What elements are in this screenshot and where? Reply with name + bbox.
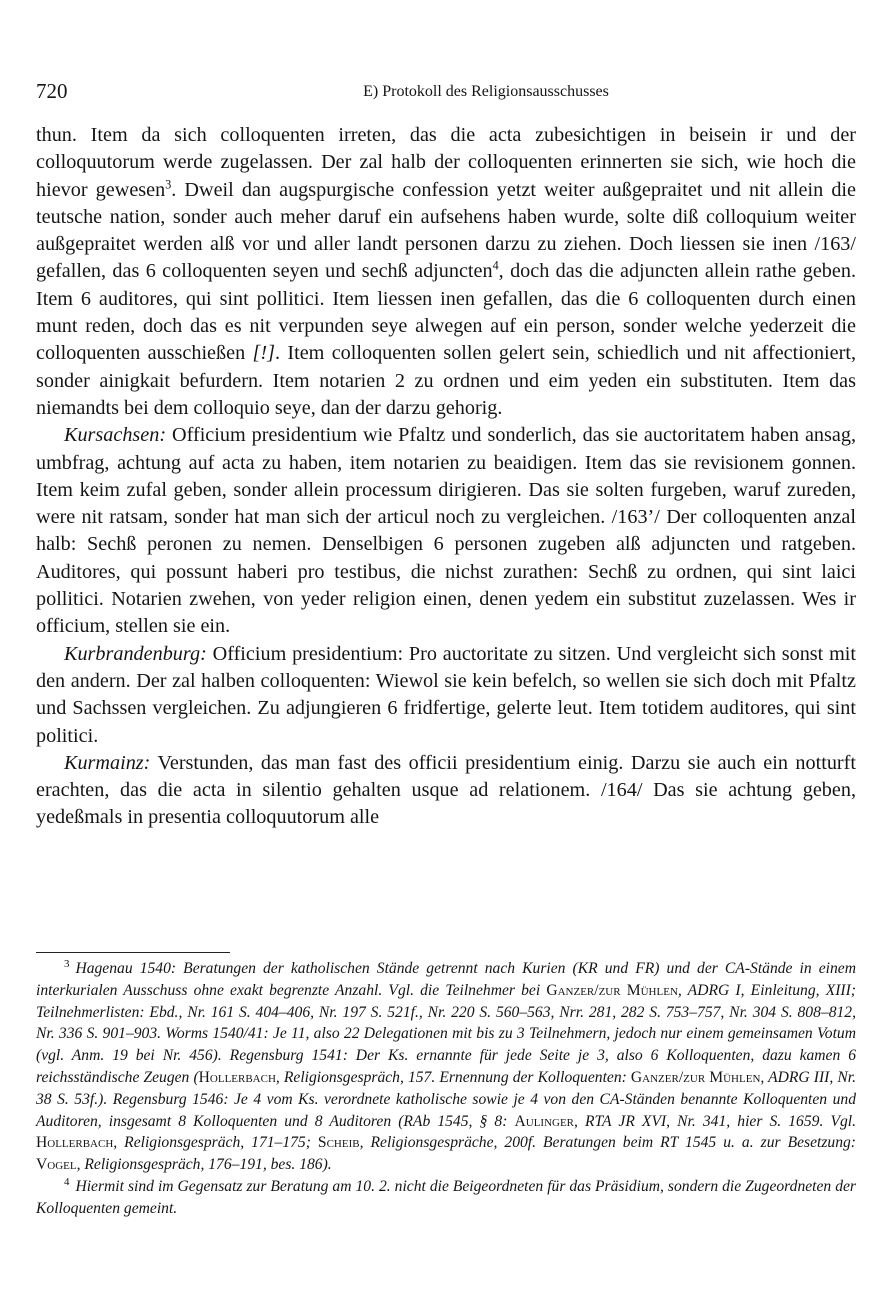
- footnote-mark-4: 4: [64, 1175, 70, 1188]
- footnote-mark-3: 3: [64, 957, 70, 970]
- paragraph-kursachsen: Kursachsen: Officium presidentium wie Pfaltz und sonderlich, das sie auctoritatem haben ansag, umbfrag, achtung auf acta zu haben, item notarien zu beaidigen. Item das sie revisionem gonnen. Item keim zufal geben, sonder allein processum dirigieren. Das sie solten furgeben, waruf zureden, were nit ratsam, sonder hat man sich der articul noch zu vergleichen. /163’/ Der colloquenten anzal halb: Sechß peronen zu nemen. Denselbigen 6 personen zugeben alß adjuncten und ratgeben. Auditores, qui possunt haberi pro testibus, die nichst zurathen: Sechß zu ordnen, qui sint laici pollitici. Notarien zwehen, von yeder religion einen, denen yedem ein substitut zuzelassen. Wes ir officium, stellen sie ein.: [36, 424, 856, 638]
- footnote-ref-4[interactable]: 4: [492, 258, 499, 273]
- speaker-label-kurmainz: Kurmainz:: [64, 751, 151, 774]
- page-number: 720: [36, 79, 68, 103]
- speaker-label-kurbrandenburg: Kurbrandenburg:: [64, 642, 207, 665]
- paragraph-pfalz-continued: thun. Item da sich colloquenten irreten, das die acta zubesichtigen in beisein ir und der colloquutorum werde zugelassen. Der zal halb der colloquenten erinnerten sie sich, wie hoch die hievor gewesen$^3$. Dweil dan augspurgische confession yetzt weiter außgepraitet und nit allein die teutsche nation, sonder auch meher daruf ein aufsehens haben wurde, solte diß colloquium weiter außgepraitet werden alß vor und aller landt personen darzu zu ziehen. Doch liessen sie inen /163/ gefallen, das 6 colloquenten seyen und sechß adjuncten$^4$, doch das die adjuncten allein rathe geben. Item 6 auditores, qui sint pollitici. Item liessen inen gefallen, das die 6 colloquenten durch einen munt reden, doch das es nit verpunden seye alwegen auf ein person, sonder welche yederzeit die colloquenten ausschießen [!]. Item colloquenten sollen gelert sein, schiedlich und nit affectioniert, sonder ainigkait befurdern. Item notarien 2 zu ordnen und eim yeden ein substituten. Item das niemandts bei dem colloquio seye, dan der darzu gehorig.: [36, 124, 856, 419]
- footnote-ref-3[interactable]: 3: [165, 176, 172, 191]
- main-text: [36, 122, 856, 832]
- running-head: E) Protokoll des Religionsausschusses: [363, 83, 609, 100]
- paragraph-kurmainz: Kurmainz: Verstunden, das man fast des officii presidentium einig. Darzu sie auch ein notturft erachten, das die acta in silentio gehalten usque ad relationem. /164/ Das sie achtung geben, yedeßmals in presentia colloquutorum alle: [36, 751, 856, 829]
- page-header: [36, 76, 856, 106]
- speaker-label-kursachsen: Kursachsen:: [64, 424, 167, 447]
- paragraph-kurbrandenburg: Kurbrandenburg: Officium presidentium: Pro auctoritate zu sitzen. Und vergleicht sich sonst mit den andern. Der zal halben colloquenten: Wiewol sie kein befelch, so wellen sie sich doch mit Pfaltz und Sachssen vergleichen. Zu adjungieren 6 fridfertige, gelerte leut. Item totidem auditores, qui sint politici.: [36, 642, 856, 747]
- footnote-3: $^3$ Hagenau 1540: Beratungen der katholischen Stände getrennt nach Kurien (KR und FR) und der CA-Stände in einem interkurialen Ausschuss ohne exakt begrenzte Anzahl. Vgl. die Teilnehmer bei Ganzer/zur Mühlen, ADRG I, Einleitung, XIII; Teilnehmerlisten: Ebd., Nr. 161 S. 404–406, Nr. 197 S. 521f., Nr. 220 S. 560–563, Nrr. 281, 282 S. 753–757, Nr. 304 S. 808–812, Nr. 336 S. 901–903. Worms 1540/41: Je 11, also 22 Delegationen mit bis zu 3 Teilnehmern, jedoch nur einem gemeinsamen Votum (vgl. Anm. 19 bei Nr. 456). Regensburg 1541: Der Ks. ernannte für jede Seite je 3, also 6 Kolloquenten, dazu kamen 6 reichsständische Zeugen (Hollerbach, Religionsgespräch, 157. Ernennung der Kolloquenten: Ganzer/zur Mühlen, ADRG III, Nr. 38 S. 53f.). Regensburg 1546: Je 4 vom Ks. verordnete katholische sowie je 4 von den CA-Ständen benannte Kolloquenten und Auditoren, insgesamt 8 Kolloquenten und 8 Auditoren (RAb 1545, § 8: Aulinger, RTA JR XVI, Nr. 341, hier S. 1659. Vgl. Hollerbach, Religionsgespräch, 171–175; Scheib, Religionsgespräche, 200f. Beratungen beim RT 1545 u. a. zur Besetzung: Vogel, Religionsgespräch, 176–191, bes. 186).: [36, 957, 856, 1174]
- sic-marker: [!]: [252, 342, 275, 365]
- footnote-4: $^4$ Hiermit sind im Gegensatz zur Beratung am 10. 2. nicht die Beigeordneten für das Präsidium, sondern die Zugeordneten der Kolloquenten gemeint.: [36, 1175, 856, 1217]
- footnote-separator: [36, 952, 230, 953]
- footnotes: [36, 958, 856, 1220]
